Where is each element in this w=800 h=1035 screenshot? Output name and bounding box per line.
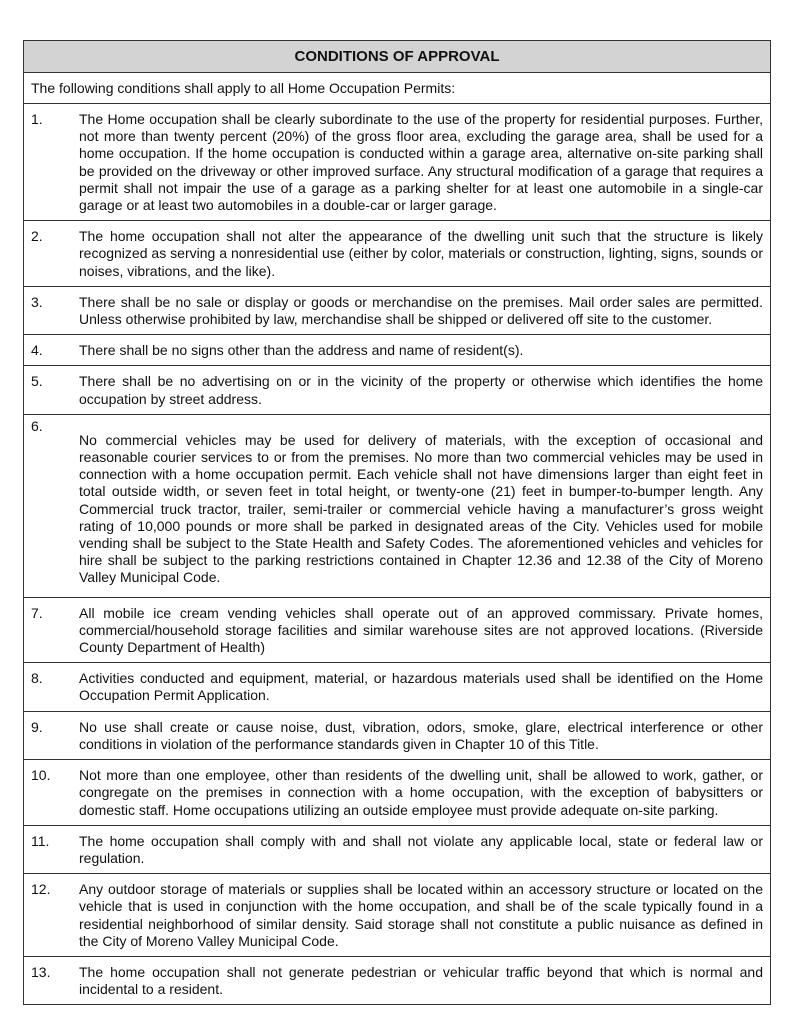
- condition-number: 3.: [31, 293, 43, 310]
- condition-row: [24, 873, 770, 956]
- condition-number: 7.: [31, 604, 43, 621]
- condition-text: All mobile ice cream vending vehicles shall operate out of an approved commissary. Private homes, commercial/household storage facilities and similar warehouse sites are not approved locations. (Riverside County Department of Health): [79, 604, 763, 656]
- condition-text: There shall be no sale or display or goods or merchandise on the premises. Mail order sales are permitted. Unless otherwise prohibited by law, merchandise shall be shipped or delivered off site to the customer.: [79, 293, 763, 328]
- condition-row: [24, 759, 770, 825]
- condition-text: The home occupation shall not generate pedestrian or vehicular traffic beyond that which is normal and incidental to a resident.: [79, 963, 763, 998]
- condition-number: 2.: [31, 228, 43, 245]
- condition-number: 11.: [31, 832, 50, 849]
- condition-text: The home occupation shall comply with and shall not violate any applicable local, state or federal law or regulation.: [79, 832, 763, 866]
- condition-number: 6.: [31, 417, 43, 434]
- condition-number: 8.: [31, 670, 43, 687]
- condition-row: [24, 365, 770, 413]
- condition-number: 10.: [31, 767, 51, 784]
- intro-text: The following conditions shall apply to all Home Occupation Permits:: [31, 80, 456, 96]
- condition-row: [24, 286, 770, 334]
- condition-text: Activities conducted and equipment, material, or hazardous materials used shall be identified on the Home Occupation Permit Application.: [79, 670, 763, 704]
- condition-row: [24, 414, 770, 597]
- condition-row: [24, 597, 770, 663]
- condition-text: No use shall create or cause noise, dust, vibration, odors, smoke, glare, electrical interference or other conditions in violation of the performance standards given in Chapter 10 of this Title.: [79, 718, 763, 752]
- table-header: [24, 41, 770, 72]
- condition-row: [24, 956, 770, 1004]
- condition-row: [24, 825, 770, 873]
- condition-text: Not more than one employee, other than residents of the dwelling unit, shall be allowed to work, gather, or congregate on the premises in connection with a home occupation, with the exception of babysitters or domestic staff. Home occupations utilizing an outside employee must provide adequate on-site parking.: [79, 767, 763, 818]
- condition-row: [24, 662, 770, 710]
- condition-row: [24, 220, 770, 286]
- condition-number: 12.: [31, 881, 51, 898]
- condition-number: 9.: [31, 718, 43, 735]
- condition-row: [24, 334, 770, 365]
- condition-number: 1.: [31, 111, 43, 127]
- page-title: CONDITIONS OF APPROVAL: [294, 48, 500, 65]
- condition-text: There shall be no signs other than the address and name of resident(s).: [79, 342, 524, 359]
- intro-row: [24, 72, 770, 103]
- condition-number: 13.: [31, 963, 51, 980]
- condition-text: Any outdoor storage of materials or supplies shall be located within an accessory structure or located on the vehicle that is used in conjunction with the home occupation, and shall be of the scale typically found in a residential neighborhood of similar density. Said storage shall not constitute a public nuisance as defined in the City of Moreno Valley Municipal Code.: [79, 881, 763, 949]
- condition-text: The home occupation shall not alter the appearance of the dwelling unit such that the structure is likely recognized as serving a nonresidential use (either by color, materials or construction, lighting, signs, sounds or noises, vibrations, and the like).: [79, 228, 763, 279]
- condition-row: [24, 103, 770, 220]
- conditions-table: [23, 40, 771, 1005]
- condition-number: 4.: [31, 342, 43, 359]
- condition-text: No commercial vehicles may be used for delivery of materials, with the exception of occasional and reasonable courier services to or from the premises. No more than two commercial vehicles may be used in connection with a home occupation permit. Each vehicle shall not have dimensions larger than eight feet in total outside width, or seven feet in total height, or twenty-one (21) feet in bumper-to-bumper length. Any Commercial truck tractor, trailer, semi-trailer or commercial vehicle having a manufacturer’s gross weight rating of 10,000 pounds or more shall be parked in designated areas of the City. Vehicles used for mobile vending shall be subject to the State Health and Safety Codes. The aforementioned vehicles and vehicles for hire shall be subject to the parking restrictions contained in Chapter 12.36 and 12.38 of the City of Moreno Valley Municipal Code.: [79, 431, 763, 586]
- condition-text: The Home occupation shall be clearly subordinate to the use of the property for residential purposes. Further, not more than twenty percent (20%) of the gross floor area, excluding the garage area, shall be used for a home occupation. If the home occupation is conducted within a garage area, alternative on-site parking shall be provided on the driveway or other improved surface. Any structural modification of a garage that requires a permit shall not impair the use of a garage as a parking shelter for at least one automobile in a single-car garage or at least two automobiles in a double-car or larger garage.: [79, 111, 763, 214]
- condition-number: 5.: [31, 373, 43, 390]
- condition-text: There shall be no advertising on or in the vicinity of the property or otherwise which identifies the home occupation by street address.: [79, 373, 763, 407]
- condition-row: [24, 711, 770, 759]
